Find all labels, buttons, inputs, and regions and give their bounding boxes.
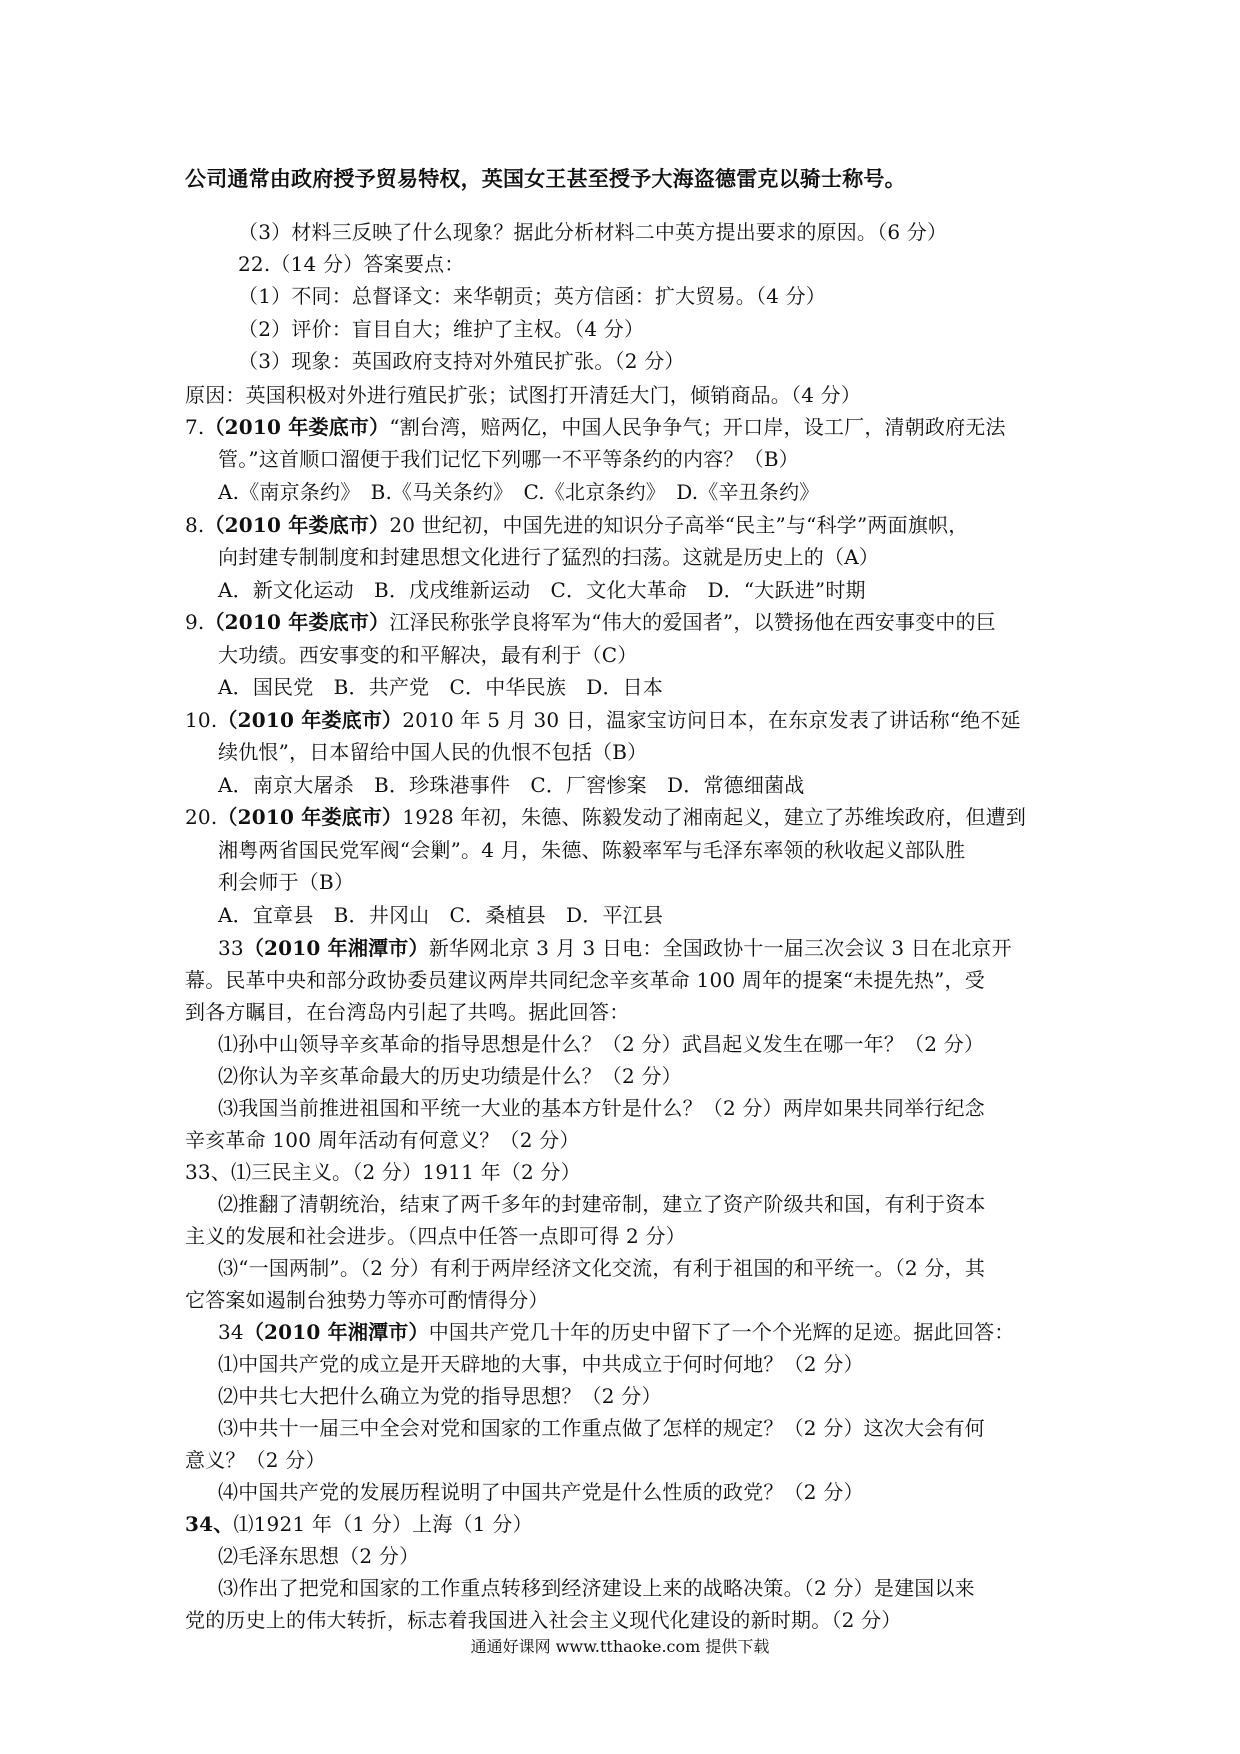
text-line: 大功绩。西安事变的和平解决，最有利于（C） xyxy=(218,643,638,667)
question-line: 10.（2010 年娄底市）2010 年 5 月 30 日，温家宝访问日本，在东京发表了讲话称“绝不延 xyxy=(185,708,1021,732)
text-line: 利会师于（B） xyxy=(218,870,355,894)
answer-number: 34、 xyxy=(185,1512,234,1536)
question-line: 8.（2010 年娄底市）20 世纪初，中国先进的知识分子高举“民主”与“科学”两面旗帜， xyxy=(185,513,969,537)
question-line: 34（2010 年湘潭市）中国共产党几十年的历史中留下了一个个光辉的足迹。据此回答： xyxy=(218,1320,1015,1344)
options-line: A.《南京条约》 B.《马关条约》 C.《北京条约》 D.《辛丑条约》 xyxy=(218,480,820,504)
text-line: 主义的发展和社会进步。（四点中任答一点即可得 2 分） xyxy=(185,1224,686,1248)
text-line: 原因：英国积极对外进行殖民扩张；试图打开清廷大门，倾销商品。（4 分） xyxy=(185,383,862,407)
text-line: （3）现象：英国政府支持对外殖民扩张。（2 分） xyxy=(238,349,685,373)
options-line: A．新文化运动 B．戊戌维新运动 C．文化大革命 D．“大跃进”时期 xyxy=(218,578,866,602)
text-line: ⑶我国当前推进祖国和平统一大业的基本方针是什么？（2 分）两岸如果共同举行纪念 xyxy=(218,1096,985,1120)
text-line: ⑵你认为辛亥革命最大的历史功绩是什么？（2 分） xyxy=(218,1064,682,1088)
text-line: 公司通常由政府授予贸易特权，英国女王甚至授予大海盗德雷克以骑士称号。 xyxy=(185,167,906,191)
text-line: （3）材料三反映了什么现象？据此分析材料二中英方提出要求的原因。（6 分） xyxy=(238,220,948,244)
source-tag: （2010 年娄底市） xyxy=(204,513,390,537)
source-tag: （2010 年娄底市） xyxy=(217,805,403,829)
text-line: ⑶“一国两制”。（2 分）有利于两岸经济文化交流，有利于祖国的和平统一。（2 分，其 xyxy=(218,1256,986,1280)
text-line: 党的历史上的伟大转折，标志着我国进入社会主义现代化建设的新时期。（2 分） xyxy=(185,1608,902,1632)
text-line: 管。”这首顺口溜便于我们记忆下列哪一不平等条约的内容？（B） xyxy=(218,447,799,471)
text-line: 意义？（2 分） xyxy=(185,1448,326,1472)
text-line: ⑶作出了把党和国家的工作重点转移到经济建设上来的战略决策。（2 分）是建国以来 xyxy=(218,1576,975,1600)
question-line: 9.（2010 年娄底市）江泽民称张学良将军为“伟大的爱国者”，以赞扬他在西安事变中的巨 xyxy=(185,610,996,634)
text-line: 33、⑴三民主义。（2 分）1911 年（2 分） xyxy=(185,1160,581,1184)
question-line: 7.（2010 年娄底市）“割台湾，赔两亿，中国人民争争气；开口岸，设工厂，清朝政府无法 xyxy=(185,415,1006,439)
text-line: （2）评价：盲目自大；维护了主权。（4 分） xyxy=(238,317,645,341)
text-line: 22.（14 分）答案要点： xyxy=(238,252,465,276)
text-line: （1）不同：总督译文：来华朝贡；英方信函：扩大贸易。（4 分） xyxy=(238,284,827,308)
text-line: 幕。民革中央和部分政协委员建议两岸共同纪念辛亥革命 100 周年的提案“未提先热”，受 xyxy=(185,968,985,992)
options-line: A．宜章县 B．井冈山 C．桑植县 D．平江县 xyxy=(218,903,664,927)
options-line: A．南京大屠杀 B．珍珠港事件 C．厂窖惨案 D．常德细菌战 xyxy=(218,773,805,797)
source-tag: （2010 年娄底市） xyxy=(204,415,390,439)
text-line: 到各方瞩目，在台湾岛内引起了共鸣。据此回答： xyxy=(185,1000,630,1024)
source-tag: （2010 年娄底市） xyxy=(217,708,403,732)
text-line: ⑴中国共产党的成立是开天辟地的大事，中共成立于何时何地？（2 分） xyxy=(218,1352,864,1376)
text-line: 湘粤两省国民党军阀“会剿”。4 月，朱德、陈毅率军与毛泽东率领的秋收起义部队胜 xyxy=(218,838,966,862)
source-tag: （2010 年湘潭市） xyxy=(243,1320,429,1344)
options-line: A．国民党 B．共产党 C．中华民族 D．日本 xyxy=(218,675,664,699)
text-line: ⑵毛泽东思想（2 分） xyxy=(218,1544,420,1568)
question-line: 33（2010 年湘潭市）新华网北京 3 月 3 日电：全国政协十一届三次会议 3 日在北京开 xyxy=(218,936,1012,960)
text-line: 续仇恨”，日本留给中国人民的仇恨不包括（B） xyxy=(218,740,648,764)
text-line: 辛亥革命 100 周年活动有何意义？（2 分） xyxy=(185,1128,580,1152)
question-line: 20.（2010 年娄底市）1928 年初，朱德、陈毅发动了湘南起义，建立了苏维埃政府，但遭到 xyxy=(185,805,1027,829)
text-line: 它答案如遏制台独势力等亦可酌情得分） xyxy=(185,1288,549,1312)
text-line: ⑴孙中山领导辛亥革命的指导思想是什么？（2 分）武昌起义发生在哪一年？（2 分） xyxy=(218,1032,985,1056)
text-line: ⑵推翻了清朝统治，结束了两千多年的封建帝制，建立了资产阶级共和国，有利于资本 xyxy=(218,1192,986,1216)
text-line: ⑷中国共产党的发展历程说明了中国共产党是什么性质的政党？（2 分） xyxy=(218,1480,864,1504)
text-line: ⑶中共十一届三中全会对党和国家的工作重点做了怎样的规定？（2 分）这次大会有何 xyxy=(218,1416,985,1440)
source-tag: （2010 年湘潭市） xyxy=(243,936,429,960)
source-tag: （2010 年娄底市） xyxy=(204,610,390,634)
text-line: 向封建专制制度和封建思想文化进行了猛烈的扫荡。这就是历史上的（A） xyxy=(218,545,880,569)
page-footer: 通通好课网 www.tthaoke.com 提供下载 xyxy=(470,1637,770,1656)
text-line: ⑵中共七大把什么确立为党的指导思想？（2 分） xyxy=(218,1384,662,1408)
answer-line: 34、⑴1921 年（1 分）上海（1 分） xyxy=(185,1512,533,1536)
